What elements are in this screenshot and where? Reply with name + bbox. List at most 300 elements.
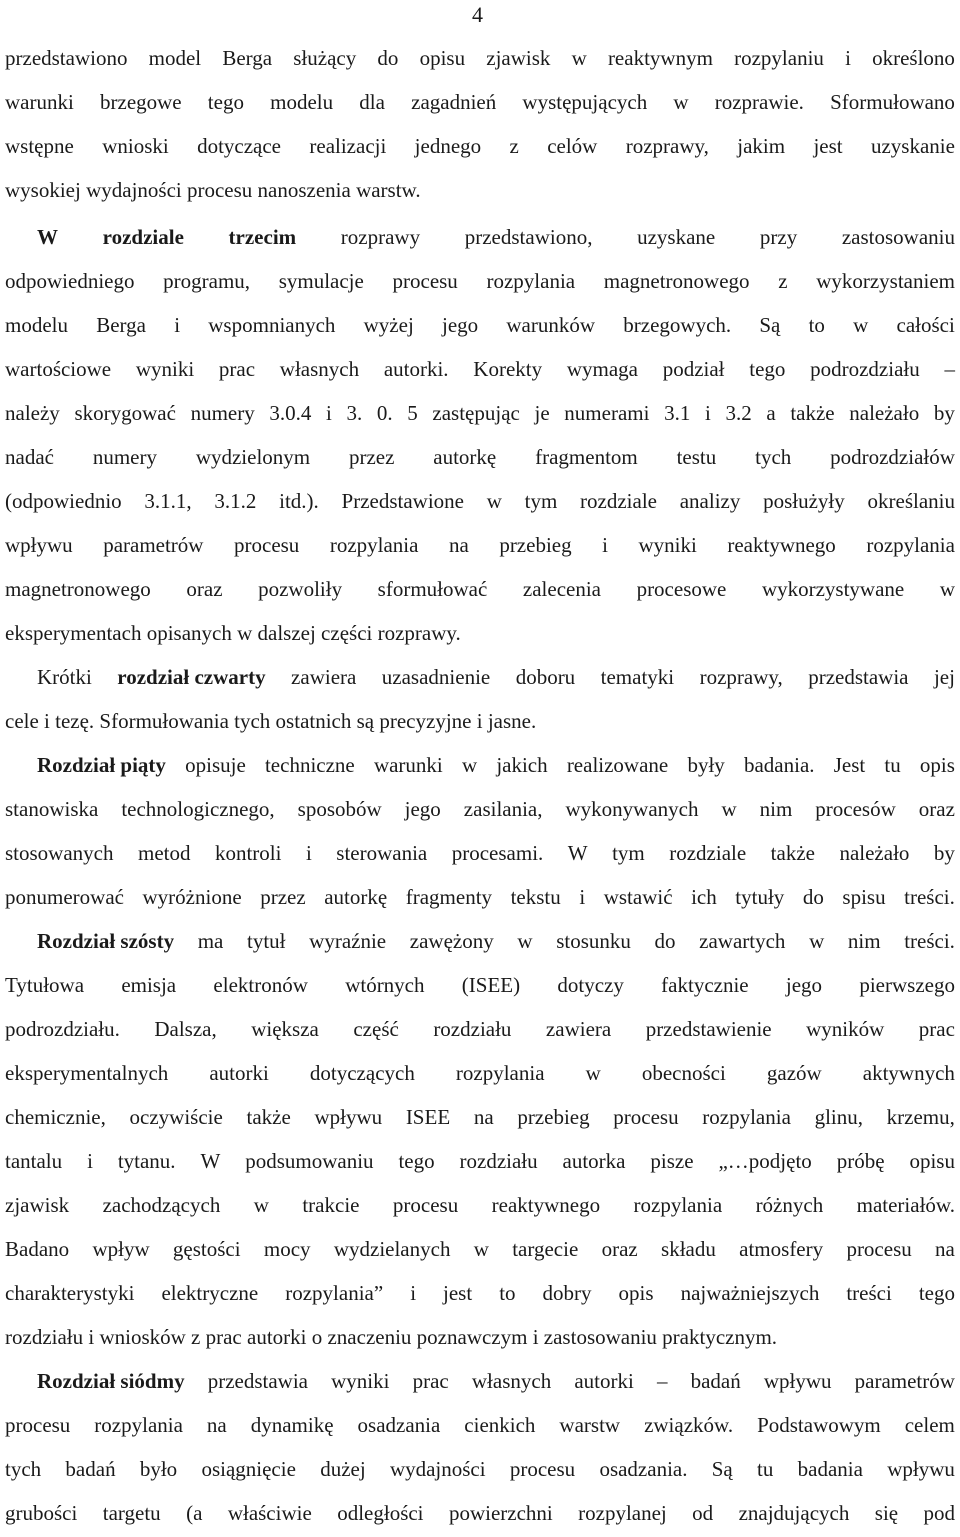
word: elektronów (213, 973, 308, 997)
word: w (939, 577, 955, 601)
word: warunki (373, 753, 443, 777)
text-line (37, 743, 955, 787)
word: fragmentom (535, 445, 638, 469)
word: Rozdział siódmy (37, 1369, 185, 1393)
word: na (448, 533, 469, 557)
word: sformułować (377, 577, 488, 601)
word: badania (797, 1457, 863, 1481)
word: Jest (833, 753, 866, 777)
word: do (654, 929, 676, 953)
word: podrozdziału (810, 357, 920, 381)
word: Berga (222, 46, 273, 70)
word: określaniu (867, 489, 955, 513)
word: wnioski (102, 134, 169, 158)
word: należało (849, 401, 920, 425)
word: zjawisk (486, 46, 551, 70)
word: rozprawy, (625, 134, 709, 158)
word: oraz (601, 1237, 638, 1261)
word: (a (186, 1501, 203, 1525)
word: autorki (574, 1369, 634, 1393)
text-line (5, 567, 955, 611)
word: faktycznie (661, 973, 749, 997)
word: i (845, 46, 851, 70)
word: przez (348, 445, 395, 469)
word: w (721, 797, 737, 821)
word: warstw (559, 1413, 621, 1437)
word: było (139, 1457, 178, 1481)
word: prac (218, 357, 256, 381)
word: uzyskane (637, 225, 716, 249)
word: symulacje (278, 269, 364, 293)
word: treści (846, 1281, 892, 1305)
word: wyżej (363, 313, 414, 337)
text-line (5, 1315, 955, 1359)
word: trakcie (302, 1193, 360, 1217)
word: Są (759, 313, 781, 337)
word: także (790, 401, 835, 425)
word: badań (65, 1457, 116, 1481)
word: do (802, 885, 824, 909)
text-line (37, 215, 955, 259)
word: wpływu (314, 1105, 383, 1129)
word: procesu (234, 533, 300, 557)
word: i (602, 533, 608, 557)
word: składu (661, 1237, 716, 1261)
word: 3.2 (725, 401, 752, 425)
word: zastosowaniu (841, 225, 955, 249)
word: najważniejszych (680, 1281, 820, 1305)
word: autorki. (383, 357, 449, 381)
word: przedstawiono, (464, 225, 593, 249)
word: W (567, 841, 588, 865)
word: sterowania (336, 841, 428, 865)
word: tego (207, 90, 244, 114)
word: gazów (766, 1061, 822, 1085)
word: tego (749, 357, 786, 381)
word: w (253, 1193, 269, 1217)
word: elektryczne (161, 1281, 259, 1305)
word: rozpylaniu (734, 46, 824, 70)
word: 3.1.1, (144, 489, 192, 513)
word: dobry (542, 1281, 592, 1305)
word: jego (442, 313, 479, 337)
word: 3. (346, 401, 363, 425)
word: posłużyły (763, 489, 845, 513)
word: rozpylania (486, 269, 576, 293)
word: W (37, 225, 58, 249)
word: procesu (392, 1193, 459, 1217)
word: wyników (806, 1017, 885, 1041)
word: procesami. (451, 841, 544, 865)
word: atmosfery (739, 1237, 824, 1261)
word: własnych (471, 1369, 552, 1393)
word: warunki (5, 90, 74, 114)
word: warunków (506, 313, 596, 337)
word: 3.0.4 (269, 401, 312, 425)
word: chemicznie, (5, 1105, 106, 1129)
word: wykonywanych (565, 797, 699, 821)
text-line (5, 875, 955, 919)
word: (odpowiednio (5, 489, 122, 513)
word: parametrów (103, 533, 204, 557)
word: opisu (419, 46, 466, 70)
text-line (5, 1007, 955, 1051)
word: by (933, 841, 955, 865)
word: pozwoliły (258, 577, 343, 601)
word: opisu (909, 1149, 955, 1173)
word: Tytułowa (5, 973, 85, 997)
word: właściwie (227, 1501, 312, 1525)
word: autorki (209, 1061, 269, 1085)
word: by (933, 401, 955, 425)
word: odpowiedniego (5, 269, 135, 293)
word: rozpylania (455, 1061, 545, 1085)
word: pierwszego (859, 973, 955, 997)
word: powierzchni (448, 1501, 553, 1525)
word: osadzania. (599, 1457, 688, 1481)
word: Dalsza, (154, 1017, 217, 1041)
word: przedstawia (808, 665, 909, 689)
word: wyniki (331, 1369, 390, 1393)
word: 0. (376, 401, 393, 425)
word: należało (839, 841, 910, 865)
word: przez (260, 885, 306, 909)
text-line (5, 1447, 955, 1491)
word: służący (293, 46, 357, 70)
text-line (5, 435, 955, 479)
word: w (461, 753, 478, 777)
text-line (5, 259, 955, 303)
word: wstępne (5, 134, 74, 158)
word: analizy (679, 489, 741, 513)
text-line (5, 1183, 955, 1227)
word: glinu, (814, 1105, 863, 1129)
word: i (87, 1149, 93, 1173)
word: numery (190, 401, 255, 425)
word: spisu (842, 885, 886, 909)
word: zawiera (545, 1017, 612, 1041)
word: występujących (522, 90, 648, 114)
word: obecności (641, 1061, 726, 1085)
word: reaktywnego (727, 533, 836, 557)
word: reaktywnego (491, 1193, 601, 1217)
word: od (692, 1501, 714, 1525)
word: tematyki (600, 665, 675, 689)
word: tu (757, 1457, 774, 1481)
word: tytuł (247, 929, 286, 953)
word: osadzania (357, 1413, 441, 1437)
word: przebieg (499, 533, 572, 557)
word: wpływu (763, 1369, 832, 1393)
word: przedstawienie (645, 1017, 772, 1041)
word: uzasadnienie (381, 665, 491, 689)
word: – (944, 357, 955, 381)
word: je (534, 401, 550, 425)
word: i (305, 841, 312, 865)
word: jednego (414, 134, 482, 158)
word: wpływ (92, 1237, 150, 1261)
word: skorygować (74, 401, 176, 425)
word: ISEE (405, 1105, 451, 1129)
word: stosowanych (5, 841, 114, 865)
word: testu (676, 445, 717, 469)
text-line (5, 1139, 955, 1183)
word: Są (711, 1457, 733, 1481)
word: rozdziału i wniosków z prac autorki o znaczeniu poznawczym i zastosowaniu praktycznym. (5, 1325, 778, 1349)
page-number: 4 (472, 2, 483, 27)
word: w (571, 46, 587, 70)
text-line (5, 963, 955, 1007)
word: przebieg (517, 1105, 590, 1129)
word: dynamikę (250, 1413, 334, 1437)
word: metod (137, 841, 191, 865)
word: tego (398, 1149, 435, 1173)
word: Badano (5, 1237, 70, 1261)
word: związków. (644, 1413, 734, 1437)
word: tytanu. (117, 1149, 176, 1173)
text-line (5, 1271, 955, 1315)
text-line (5, 1095, 955, 1139)
word: 3.1.2 (214, 489, 257, 513)
text-line (5, 831, 955, 875)
word: z (509, 134, 519, 158)
word: należy (5, 401, 60, 425)
word: na (206, 1413, 227, 1437)
word: wydajności (389, 1457, 486, 1481)
word: w (473, 1237, 489, 1261)
word: charakterystyki (5, 1281, 135, 1305)
word: wyraźnie (309, 929, 387, 953)
word: procesu (509, 1457, 576, 1481)
text-line (5, 1491, 955, 1535)
word: w (517, 929, 533, 953)
text-line (5, 124, 955, 168)
word: i (704, 401, 711, 425)
word: numerami (564, 401, 650, 425)
word: zagadnień (411, 90, 497, 114)
word: magnetronowego (603, 269, 750, 293)
word: nim (759, 797, 793, 821)
word: ponumerować (5, 885, 124, 909)
word: numery (92, 445, 157, 469)
word: przy (759, 225, 798, 249)
word: wyróżnione (142, 885, 242, 909)
word: większa (251, 1017, 319, 1041)
text-line (5, 1051, 955, 1095)
word: wyniki (135, 357, 195, 381)
word: i (174, 313, 181, 337)
word: autorkę (324, 885, 388, 909)
word: wyniki (638, 533, 697, 557)
word: autorka (562, 1149, 626, 1173)
text-line (5, 611, 955, 655)
word: gęstości (172, 1237, 241, 1261)
word: oczywiście (129, 1105, 223, 1129)
word: jest (443, 1281, 473, 1305)
word: wartościowe (5, 357, 112, 381)
word: celem (904, 1413, 955, 1437)
word: model (148, 46, 202, 70)
word: rozpylania (866, 533, 955, 557)
word: doboru (515, 665, 576, 689)
word: w (673, 90, 689, 114)
word: wykorzystywane (761, 577, 905, 601)
word: w (853, 313, 869, 337)
word: mocy (263, 1237, 311, 1261)
word: wykorzystaniem (816, 269, 955, 293)
word: jakim (737, 134, 786, 158)
word: treści. (904, 885, 955, 909)
text-line (5, 479, 955, 523)
word: dotyczące (197, 134, 282, 158)
word: oraz (918, 797, 955, 821)
word: rozpylania (329, 533, 419, 557)
word: eksperymentach opisanych w dalszej części rozprawy. (5, 621, 461, 645)
word: i (579, 885, 586, 909)
word: badania. (743, 753, 815, 777)
word: w (585, 1061, 601, 1085)
word: autorkę (433, 445, 497, 469)
word: wspomnianych (208, 313, 336, 337)
word: Krótki (37, 665, 92, 689)
word: zalecenia (522, 577, 601, 601)
word: zasilania, (463, 797, 543, 821)
word: grubości (5, 1501, 78, 1525)
word: procesu (5, 1413, 71, 1437)
word: tekstu (510, 885, 561, 909)
word: targetu (102, 1501, 161, 1525)
word: tym (524, 489, 558, 513)
word: stosunku (556, 929, 631, 953)
word: eksperymentalnych (5, 1061, 169, 1085)
word: (ISEE) (461, 973, 521, 997)
word: jest (813, 134, 843, 158)
text-line (5, 347, 955, 391)
word: jego (404, 797, 441, 821)
word: technologicznego, (121, 797, 275, 821)
word: rozprawy (340, 225, 421, 249)
word: tych (755, 445, 792, 469)
text-line (5, 168, 955, 212)
word: aktywnych (862, 1061, 955, 1085)
word: targecie (512, 1237, 579, 1261)
word: przedstawiono (5, 46, 128, 70)
word: kontroli (214, 841, 282, 865)
word: sposobów (297, 797, 382, 821)
word: modelu (270, 90, 334, 114)
word: materiałów. (856, 1193, 955, 1217)
word: nim (847, 929, 881, 953)
word: cele i tezę. Sformułowania tych ostatnich są precyzyjne i jasne. (5, 709, 537, 733)
text-line (5, 787, 955, 831)
text-line (5, 1403, 955, 1447)
word: określono (872, 46, 955, 70)
word: podrozdziałów (830, 445, 955, 469)
word: procesu (613, 1105, 679, 1129)
word: różnych (755, 1193, 824, 1217)
text-line (5, 1227, 955, 1271)
word: techniczne (264, 753, 355, 777)
text-line (37, 655, 955, 699)
word: całości (896, 313, 955, 337)
text-line (5, 80, 955, 124)
word: znajdujących (738, 1501, 850, 1525)
word: 3.1 (664, 401, 691, 425)
word: fragmenty (405, 885, 493, 909)
word: 5 (407, 401, 418, 425)
word: przedstawia (207, 1369, 309, 1393)
word: opis (919, 753, 955, 777)
word: rozdziału (459, 1149, 538, 1173)
word: i (410, 1281, 417, 1305)
word: badań (690, 1369, 741, 1393)
word: W (200, 1149, 221, 1173)
word: rozpylania” (285, 1281, 384, 1305)
word: krzemu, (886, 1105, 955, 1129)
word: realizacji (309, 134, 387, 158)
word: opis (618, 1281, 654, 1305)
word: na (473, 1105, 494, 1129)
word: jej (933, 665, 955, 689)
word: procesu (846, 1237, 912, 1261)
word: podrozdziału. (5, 1017, 120, 1041)
word: tego (918, 1281, 955, 1305)
word: ma (197, 929, 224, 953)
word: były (687, 753, 725, 777)
word: rozprawy, (699, 665, 783, 689)
word: programu, (163, 269, 251, 293)
word: się (874, 1501, 899, 1525)
word: także (770, 841, 815, 865)
word: – (656, 1369, 668, 1393)
word: jakich (496, 753, 548, 777)
word: tym (612, 841, 645, 865)
word: zawiera (291, 665, 357, 689)
word: oraz (186, 577, 223, 601)
word: brzegowych. (623, 313, 732, 337)
text-line (5, 699, 955, 743)
word: z (778, 269, 788, 293)
word: w (809, 929, 825, 953)
word: własnych (279, 357, 360, 381)
word: wydzielanych (333, 1237, 451, 1261)
word: modelu (5, 313, 68, 337)
word: procesowe (636, 577, 727, 601)
word: wstawić (603, 885, 673, 909)
word: procesu (392, 269, 458, 293)
word: zastępując (432, 401, 520, 425)
word: emisja (121, 973, 177, 997)
word: celów (547, 134, 598, 158)
word: zawartych (699, 929, 786, 953)
word: wydzielonym (195, 445, 311, 469)
word: reaktywnym (607, 46, 713, 70)
word: w (486, 489, 502, 513)
word: część (353, 1017, 399, 1041)
word: próbę (836, 1149, 885, 1173)
word: pisze (650, 1149, 694, 1173)
word: opisuje (185, 753, 246, 777)
word: i (326, 401, 332, 425)
text-line (5, 523, 955, 567)
word: magnetronowego (5, 577, 151, 601)
word: także (246, 1105, 291, 1129)
word: dotyczy (557, 973, 624, 997)
text-line (37, 1359, 955, 1403)
text-line (5, 303, 955, 347)
word: prac (918, 1017, 955, 1041)
word: rozpylania (94, 1413, 183, 1437)
